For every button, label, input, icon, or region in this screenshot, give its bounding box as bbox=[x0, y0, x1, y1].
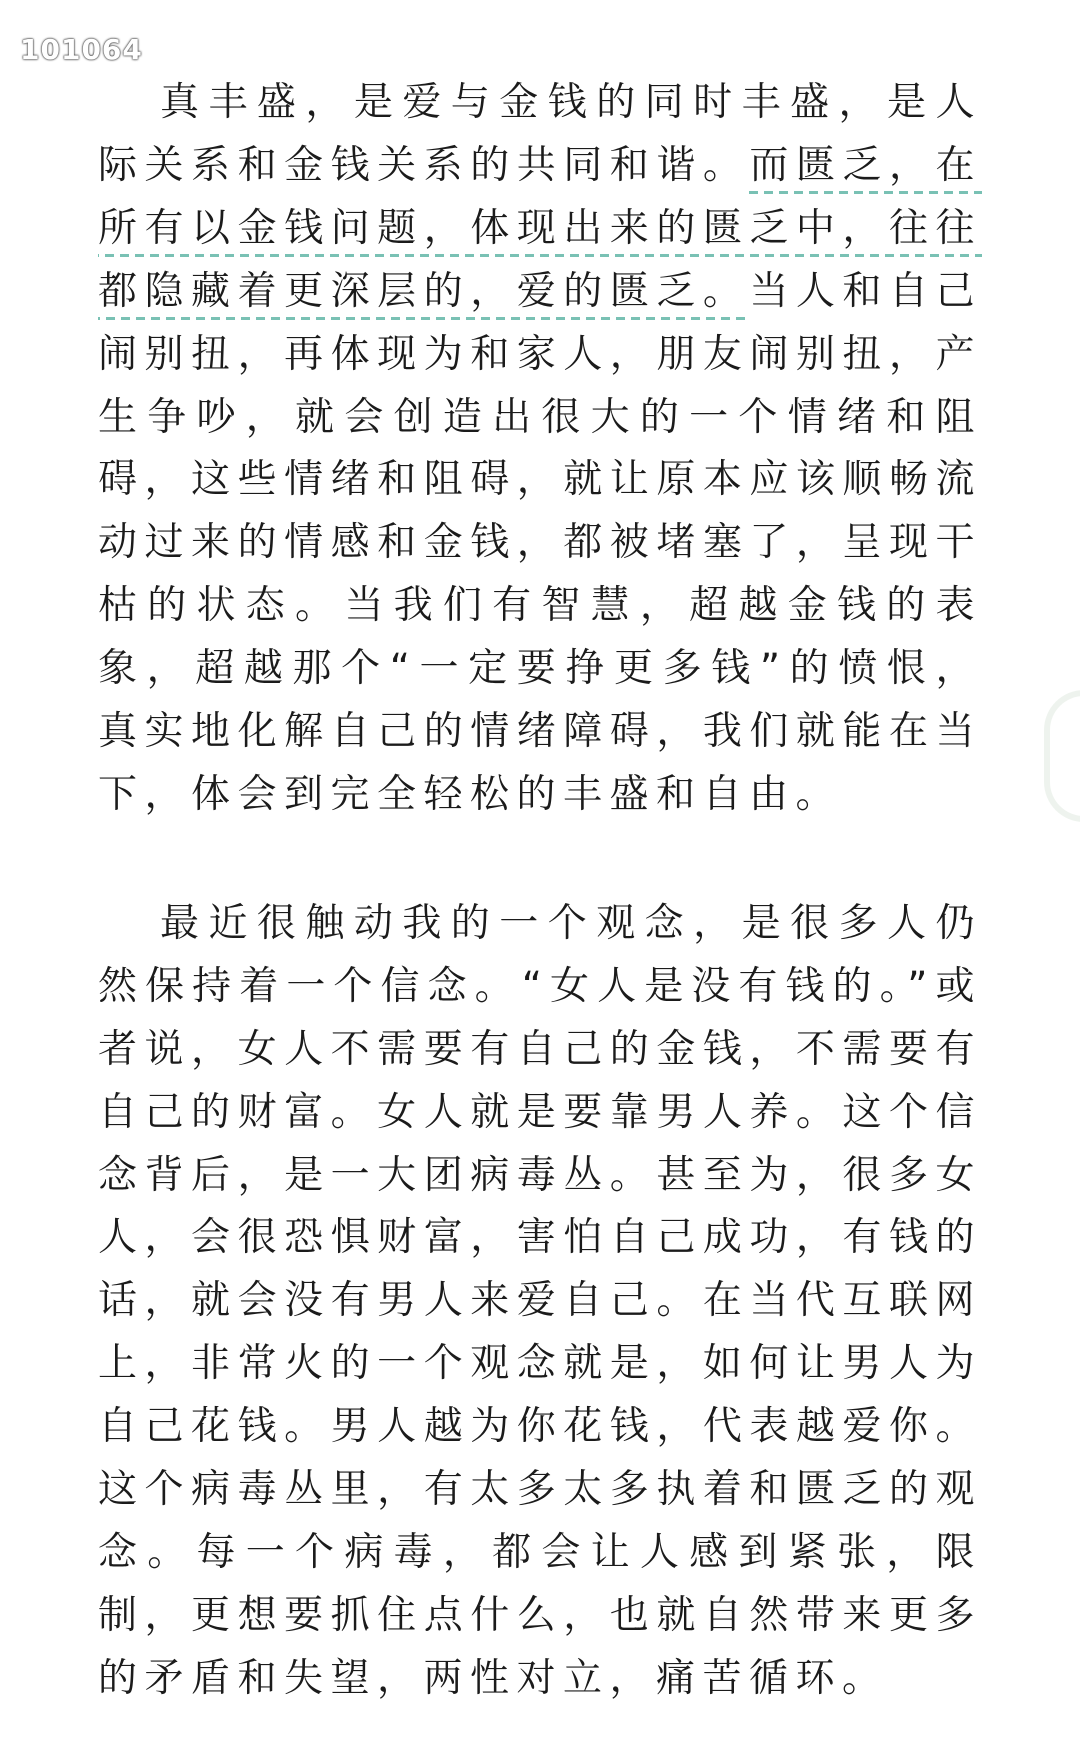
paragraph-1-lead: 真丰盛，是爱与金钱的同时丰盛，是人际关系和金钱关系的共同和谐。 bbox=[98, 80, 982, 188]
highlighted-sentence: 而匮乏，在所有以金钱问题，体现出来的匮乏中，往往都隐藏着更深层的，爱的匮乏。 bbox=[98, 143, 982, 320]
paragraph-1-rest: 当人和自己闹别扭，再体现为和家人，朋友闹别扭，产生争吵，就会创造出很大的一个情绪和阻碍，这些情绪和阻碍，就让原本应该顺畅流动过来的情感和金钱，都被堵塞了，呈现干枯的状态。当我们有智慧，超越金钱的表象，超越那个“一定要挣更多钱”的愤恨，真实地化解自己的情绪障碍，我们就能在当下，体会到完全轻松的丰盛和自由。 bbox=[98, 268, 982, 817]
paragraph-2: 最近很触动我的一个观念，是很多人仍然保持着一个信念。“女人是没有钱的。”或者说，女人不需要有自己的金钱，不需要有自己的财富。女人就是要靠男人养。这个信念背后，是一大团病毒丛。甚至为，很多女人，会很恐惧财富，害怕自己成功，有钱的话，就会没有男人来爱自己。在当代互联网上，非常火的一个观念就是，如何让男人为自己花钱。男人越为你花钱，代表越爱你。这个病毒丛里，有太多太多执着和匮乏的观念。每一个病毒，都会让人感到紧张，限制，更想要抓住点什么，也就自然带来更多的矛盾和失望，两性对立，痛苦循环。 bbox=[98, 900, 982, 1701]
watermark-id: 101064 bbox=[20, 33, 143, 66]
article-body bbox=[98, 72, 982, 1711]
decorative-corner-mark bbox=[1044, 690, 1080, 822]
paragraph-1 bbox=[98, 72, 982, 827]
